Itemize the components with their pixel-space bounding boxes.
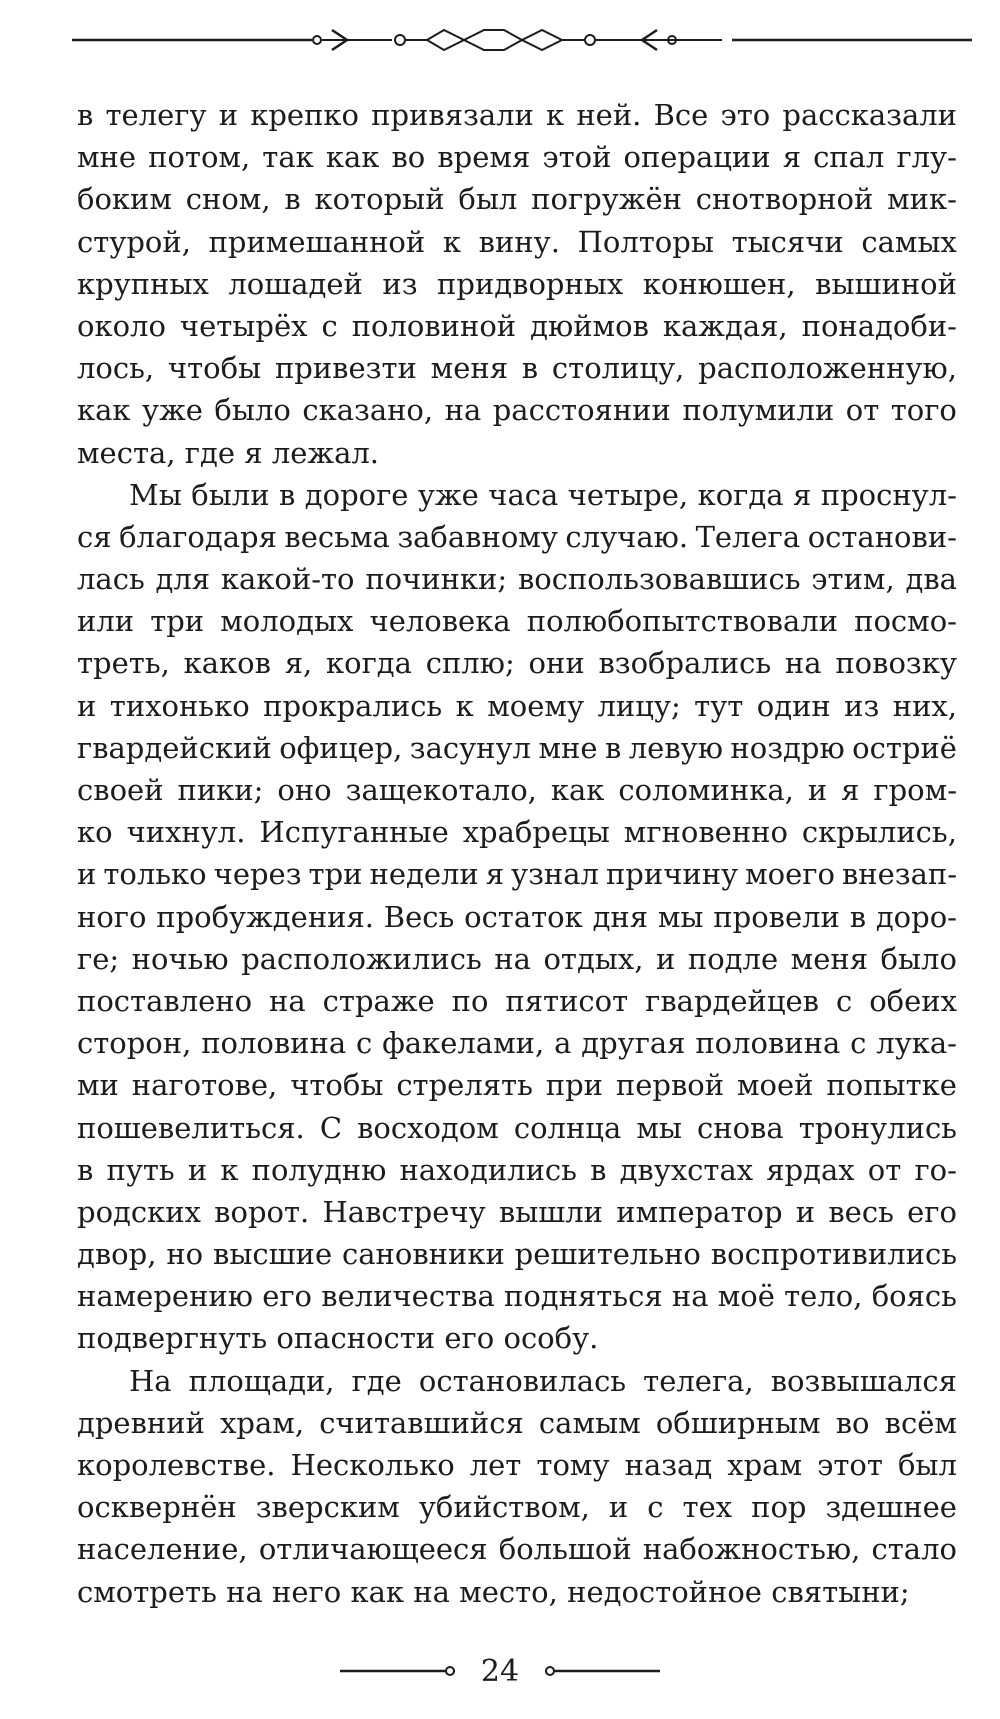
paragraph [77,1360,957,1613]
text-line: ко чихнул. Испуганные храбрецы мгновенно скрылись, [77,815,957,850]
text-line: осквернён зверским убийством, и с тех пор здешнее [77,1490,957,1525]
paragraph [77,94,957,474]
text-line: намерению его величества подняться на моё тело, боясь [77,1279,957,1314]
text-line: и тихонько прокрались к моему лицу; тут один из них, [77,688,957,723]
text-line: лась для какой-то починки; воспользовавшись этим, два [77,562,957,597]
text-line: своей пики; оно защекотало, как соломинка, и я гром- [77,773,957,807]
text-line: стурой, примешанной к вину. Полторы тысячи самых [77,224,957,259]
text-line: или три молодых человека полюбопытствовали посмо- [77,604,957,639]
text-line: и только через три недели я узнал причину моего внезап- [77,857,957,892]
text-line: древний храм, считавшийся самым обширным во всём [77,1405,957,1440]
body-text [77,94,957,1613]
page-number: 24 [475,1654,525,1690]
text-line: как уже было сказано, на расстоянии полумили от того [77,393,957,428]
text-line: пошевелиться. С восходом солнца мы снова тронулись [77,1110,957,1145]
text-line: мне потом, так как во время этой операции я спал глу- [77,140,957,175]
text-line: поставлено на страже по пятисот гвардейцев с обеих [77,983,957,1018]
text-line: в путь и к полудню находились в двухстах ярдах от го- [77,1152,957,1187]
text-line: сторон, половина с факелами, а другая половина с лука- [77,1026,957,1061]
text-line: ге; ночью расположились на отдых, и подле меня было [77,941,957,976]
text-line: ми наготове, чтобы стрелять при первой моей попытке [77,1068,957,1103]
text-line: смотреть на него как на место, недостойное святыни; [77,1574,910,1609]
text-line: На площади, где остановилась телега, возвышался [129,1363,957,1398]
text-line: лось, чтобы привезти меня в столицу, расположенную, [77,351,957,386]
paragraph [77,474,957,1360]
text-line: ного пробуждения. Весь остаток дня мы провели в доро- [77,899,957,934]
text-line: королевстве. Несколько лет тому назад храм этот был [77,1448,957,1482]
text-line: Мы были в дороге уже часа четыре, когда я проснул- [129,477,957,512]
text-line: боким сном, в который был погружён снотворной мик- [77,182,957,217]
text-line: треть, каков я, когда сплю; они взобрались на повозку [77,646,957,681]
text-line: в телегу и крепко привязали к ней. Все это рассказали [77,98,957,132]
text-line: ся благодаря весьма забавному случаю. Телега останови- [77,519,957,554]
text-line: места, где я лежал. [77,435,380,470]
text-line: родских ворот. Навстречу вышли император и весь его [77,1194,957,1229]
text-line: около четырёх с половиной дюймов каждая, понадоби- [77,308,957,343]
text-line: подвергнуть опасности его особу. [77,1321,599,1356]
text-line: население, отличающееся большой набожностью, стало [77,1532,957,1567]
header-ornament [72,22,972,62]
text-line: двор, но высшие сановники решительно воспротивились [77,1237,957,1272]
text-line: крупных лошадей из придворных конюшен, вышиной [77,266,957,301]
text-line: гвардейский офицер, засунул мне в левую ноздрю остриё [77,730,957,765]
